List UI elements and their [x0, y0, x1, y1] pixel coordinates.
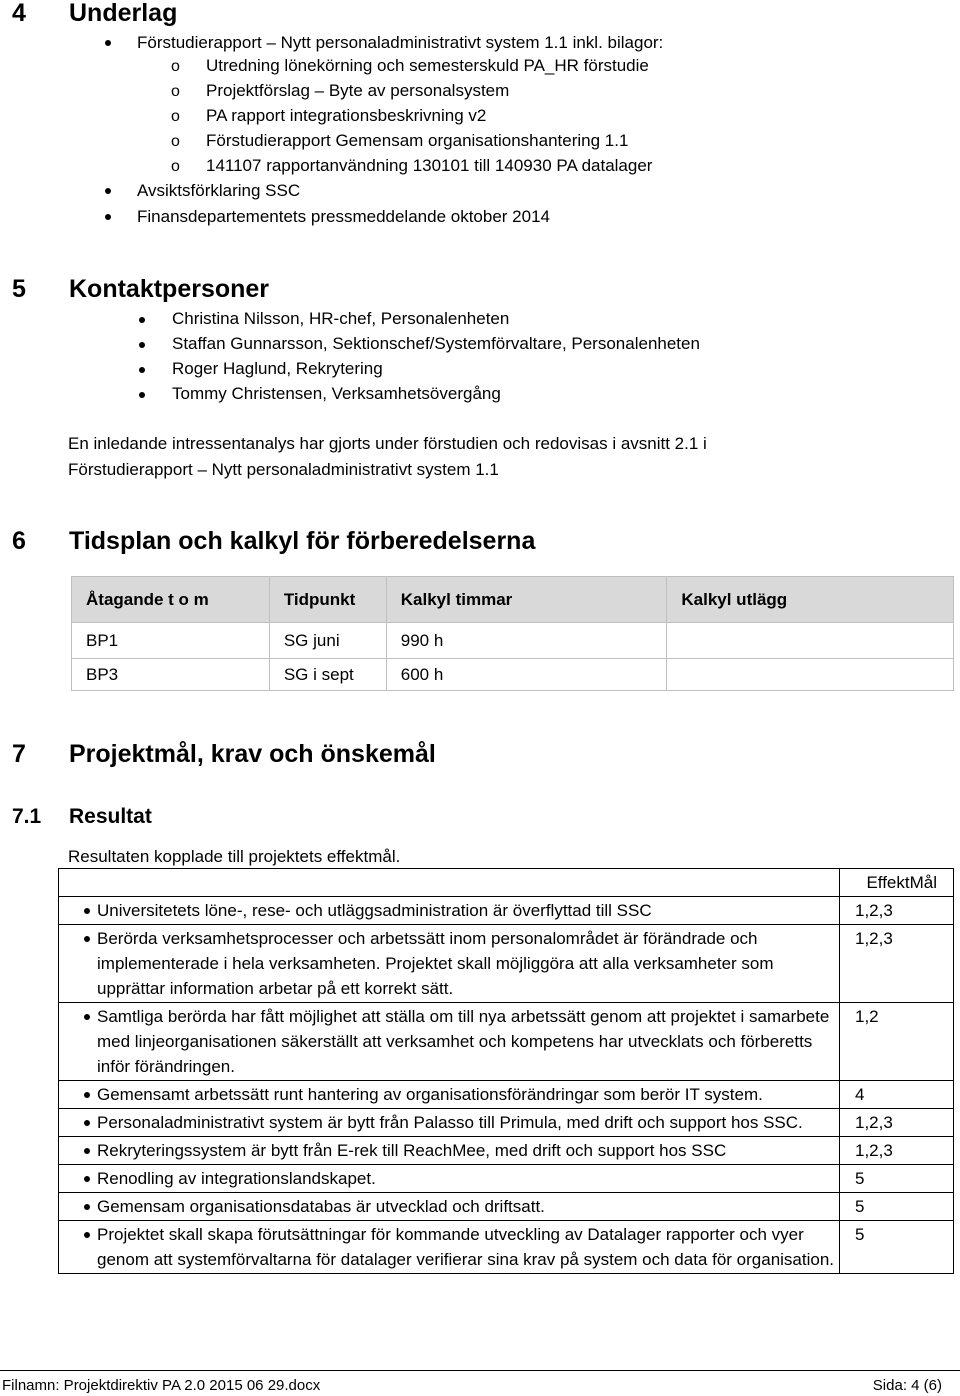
footer-filename: Filnamn: Projektdirektiv PA 2.0 2015 06 29.docx — [2, 1377, 321, 1394]
sub-bullet-icon: o — [171, 133, 180, 150]
bullet-icon — [139, 317, 145, 323]
bullet-icon — [84, 908, 90, 914]
section-title: Kontaktpersoner — [69, 275, 270, 303]
result-text: Personaladministrativt system är bytt från Palasso till Primula, med drift och support hos SSC. — [97, 1113, 803, 1132]
column-header: Kalkyl utlägg — [667, 577, 954, 623]
contact-person: Tommy Christensen, Verksamhetsövergång — [172, 384, 501, 403]
section-6-heading — [12, 526, 712, 556]
underlag-item: Finansdepartementets pressmeddelande oktober 2014 — [137, 207, 550, 226]
results-row — [59, 1137, 954, 1165]
underlag-item: Avsiktsförklaring SSC — [137, 181, 301, 200]
effektmal-value: 1,2,3 — [840, 925, 954, 1003]
paragraph-line: Förstudierapport – Nytt personaladministrativt system 1.1 — [68, 460, 499, 479]
bullet-icon — [84, 1176, 90, 1182]
sub-bullet-icon: o — [171, 158, 180, 175]
table-cell: 990 h — [386, 623, 667, 659]
results-row — [59, 1003, 954, 1081]
result-text: Projektet skall skapa förutsättningar för kommande utveckling av Datalager rapporter och vyer genom att systemförvaltarna för datalager verifierar sina krav på system och data för organisation. — [97, 1225, 835, 1269]
results-row — [59, 1221, 954, 1274]
sub-bullet-icon: o — [171, 83, 180, 100]
table-cell — [667, 659, 954, 691]
section-7-1-heading — [12, 804, 312, 830]
effektmal-value: 1,2,3 — [840, 1137, 954, 1165]
schedule-table — [71, 576, 954, 691]
bullet-icon — [105, 40, 111, 46]
bullet-icon — [139, 392, 145, 398]
bullet-icon — [84, 1204, 90, 1210]
contact-person: Roger Haglund, Rekrytering — [172, 359, 383, 378]
column-header: Åtagande t o m — [72, 577, 270, 623]
section-number: 7.1 — [12, 805, 42, 828]
results-table — [58, 868, 954, 1274]
footer-page-number: Sida: 4 (6) — [872, 1377, 942, 1394]
table-header-row — [72, 577, 954, 623]
underlag-subitem: 141107 rapportanvändning 130101 till 140930 PA datalager — [206, 156, 653, 175]
table-cell: BP1 — [72, 623, 270, 659]
bullet-icon — [84, 936, 90, 942]
underlag-subitem: Projektförslag – Byte av personalsystem — [206, 81, 510, 100]
results-row — [59, 897, 954, 925]
table-row — [72, 659, 954, 691]
table-row — [72, 623, 954, 659]
section-title: Tidsplan och kalkyl för förberedelserna — [69, 527, 536, 555]
table-cell — [667, 623, 954, 659]
bullet-icon — [139, 342, 145, 348]
table-cell: SG juni — [269, 623, 386, 659]
result-text: Renodling av integrationslandskapet. — [97, 1169, 376, 1188]
result-text: Samtliga berörda har fått möjlighet att ställa om till nya arbetssätt genom att projektet i samarbete med linjeorganisationen säkerställt att verksamhet och kompetens har utvecklats och förberetts inför förändringen. — [97, 1007, 830, 1076]
results-row — [59, 1109, 954, 1137]
section-4-heading — [12, 0, 312, 28]
effektmal-value: 5 — [840, 1165, 954, 1193]
contact-person: Christina Nilsson, HR-chef, Personalenheten — [172, 309, 510, 328]
results-header-row — [59, 869, 954, 897]
section-number: 6 — [12, 527, 26, 555]
results-row — [59, 1081, 954, 1109]
underlag-item: Förstudierapport – Nytt personaladministrativt system 1.1 inkl. bilagor: — [137, 33, 664, 52]
effektmal-value: 1,2,3 — [840, 1109, 954, 1137]
table-cell: BP3 — [72, 659, 270, 691]
bullet-icon — [84, 1092, 90, 1098]
underlag-subitem: Utredning lönekörning och semesterskuld PA_HR förstudie — [206, 56, 649, 75]
result-text: Rekryteringssystem är bytt från E-rek till ReachMee, med drift och support hos SSC — [97, 1141, 727, 1160]
results-intro: Resultaten kopplade till projektets effektmål. — [68, 847, 401, 866]
table-cell: 600 h — [386, 659, 667, 691]
bullet-icon — [84, 1120, 90, 1126]
bullet-icon — [84, 1232, 90, 1238]
sub-bullet-icon: o — [171, 58, 180, 75]
section-title: Underlag — [69, 0, 178, 27]
section-5-heading — [12, 274, 412, 304]
section-number: 7 — [12, 740, 26, 768]
section-title: Projektmål, krav och önskemål — [69, 740, 436, 768]
contact-person: Staffan Gunnarsson, Sektionschef/Systemförvaltare, Personalenheten — [172, 334, 700, 353]
column-header: Kalkyl timmar — [386, 577, 667, 623]
section-title: Resultat — [69, 805, 152, 828]
bullet-icon — [84, 1014, 90, 1020]
column-header: Tidpunkt — [269, 577, 386, 623]
footer-divider — [0, 1370, 960, 1371]
result-text: Gemensam organisationsdatabas är utvecklad och driftsatt. — [97, 1197, 545, 1216]
table-cell: SG i sept — [269, 659, 386, 691]
result-text: Berörda verksamhetsprocesser och arbetssätt inom personalområdet är förändrade och implementerade i hela verksamheten. Projektet skall möjliggöra att alla verksamheter som upprättar information arbetar på ett korrekt sätt. — [97, 929, 774, 998]
effektmal-value: 1,2 — [840, 1003, 954, 1081]
section-7-heading — [12, 739, 612, 769]
bullet-icon — [84, 1148, 90, 1154]
results-row — [59, 925, 954, 1003]
result-text: Universitetets löne-, rese- och utläggsadministration är överflyttad till SSC — [97, 901, 652, 920]
underlag-subitem: Förstudierapport Gemensam organisationshantering 1.1 — [206, 131, 629, 150]
effektmal-value: 5 — [840, 1193, 954, 1221]
effektmal-value: 5 — [840, 1221, 954, 1274]
section-number: 4 — [12, 0, 26, 27]
effektmal-header: EffektMål — [840, 869, 954, 897]
bullet-icon — [105, 214, 111, 220]
bullet-icon — [139, 367, 145, 373]
results-row — [59, 1165, 954, 1193]
sub-bullet-icon: o — [171, 108, 180, 125]
result-text: Gemensamt arbetssätt runt hantering av organisationsförändringar som berör IT system. — [97, 1085, 763, 1104]
results-row — [59, 1193, 954, 1221]
underlag-subitem: PA rapport integrationsbeskrivning v2 — [206, 106, 487, 125]
paragraph-line: En inledande intressentanalys har gjorts under förstudien och redovisas i avsnitt 2.1 i — [68, 434, 707, 453]
bullet-icon — [105, 188, 111, 194]
effektmal-value: 4 — [840, 1081, 954, 1109]
effektmal-value: 1,2,3 — [840, 897, 954, 925]
section-number: 5 — [12, 275, 26, 303]
